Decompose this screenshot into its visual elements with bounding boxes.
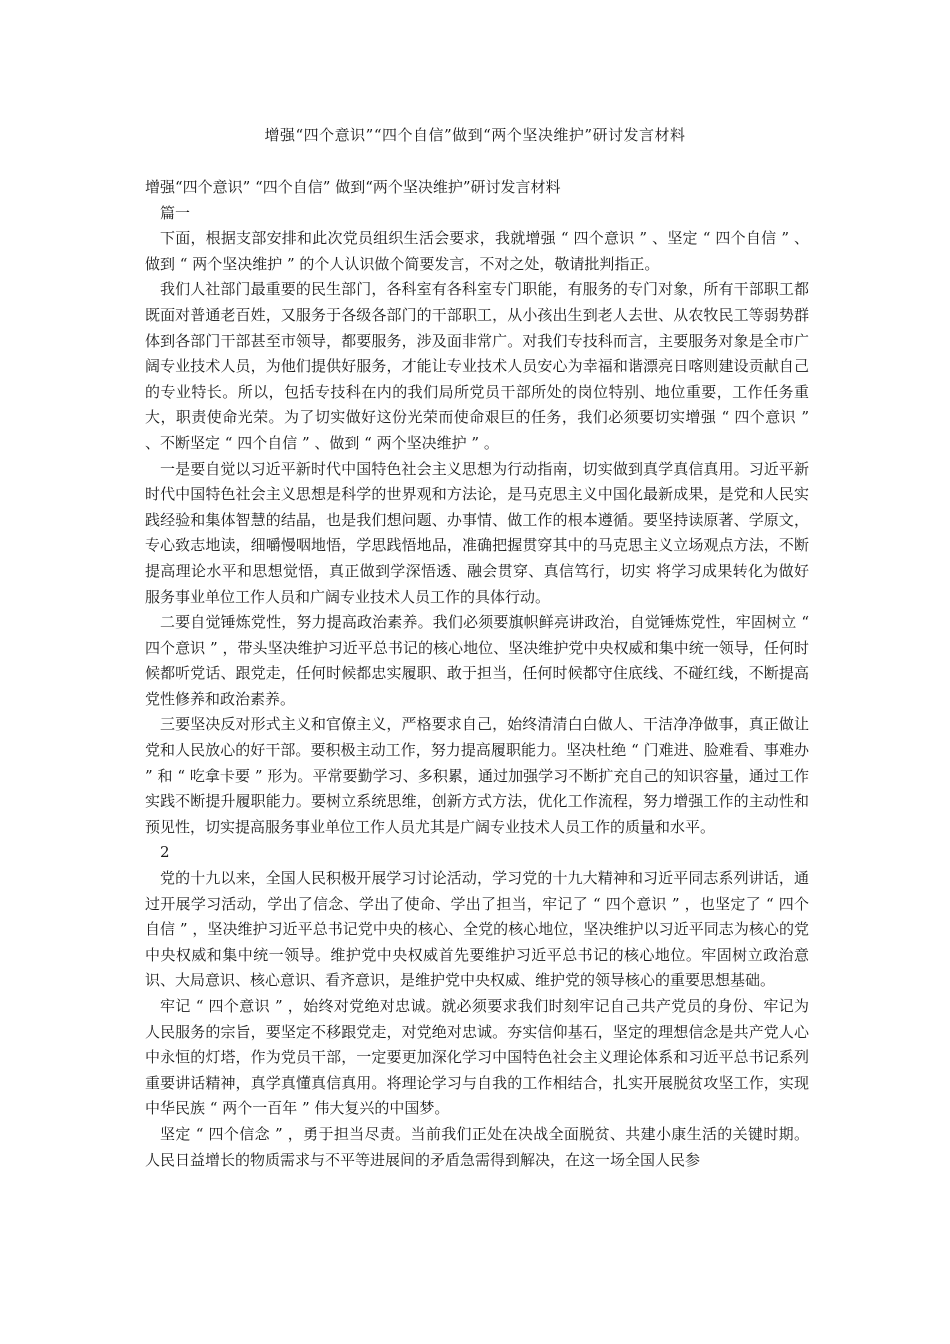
document-title: 增强“四个意识”“四个自信”做到“两个坚决维护”研讨发言材料 [264,126,686,144]
paragraph: 牢记 “ 四个意识 ” ，始终对党绝对忠诚。就必须要求我们时刻牢记自己共产党员的身份、牢记为人民服务的宗旨，要坚定不移跟党走，对党绝对忠诚。夯实信仰基石，坚定的理想信念是共产党人心中永恒的灯塔，作为党员干部，一定要更加深化学习中国特色社会主义理论体系和习近平总书记系列重要讲话精神，真学真懂真信真用。将理论学习与自我的工作相结合，扎实开展脱贫攻坚工作，实现中华民族 “ 两个一百年 ” 伟大复兴的中国梦。 [145,997,809,1118]
paragraph: 坚定 “ 四个信念 ” ，勇于担当尽责。当前我们正处在决战全面脱贫、共建小康生活的关键时期。人民日益增长的物质需求与不平等进展间的矛盾急需得到解决，在这一场全国人民参 [145,1124,809,1169]
paragraph: 一是要自觉以习近平新时代中国特色社会主义思想为行动指南，切实做到真学真信真用。习近平新时代中国特色社会主义思想是科学的世界观和方法论，是马克思主义中国化最新成果，是党和人民实践经验和集体智慧的结晶，也是我们想问题、办事情、做工作的根本遵循。要坚持读原著、学原文，专心致志地读，细嚼慢咽地悟，学思践悟地品，准确把握贯穿其中的马克思主义立场观点方法，不断提高理论水平和思想觉悟，真正做到学深悟透、融会贯穿、真信笃行，切实 将学习成果转化为做好服务事业单位工作人员和广阔专业技术人员工作的具体行动。 [145,459,809,606]
paragraph: 二要自觉锤炼党性，努力提高政治素养。我们必须要旗帜鲜亮讲政治，自觉锤炼党性，牢固树立 “ 四个意识 ” ，带头坚决维护习近平总书记的核心地位、坚决维护党中央权威和集中统一领导，任何时候都听党话、跟党走，任何时候都忠实履职、敢于担当，任何时候都守住底线、不碰红线，不断提高党性修养和政治素养。 [145,613,809,708]
paragraph: 下面，根据支部安排和此次党员组织生活会要求，我就增强 “ 四个意识 ” 、坚定 “ 四个自信 ” 、做到 “ 两个坚决维护 ” 的个人认识做个简要发言，不对之处，敬请批判指正。 [145,229,809,273]
paragraph: 党的十九以来，全国人民积极开展学习讨论活动，学习党的十九大精神和习近平同志系列讲话，通过开展学习活动，学出了信念、学出了使命、学出了担当，牢记了 “ 四个意识 ” ，也坚定了 “ 四个自信 ” ，坚决维护习近平总书记党中央的核心、全党的核心地位，坚决维护以习近平同志为核心的党中央权威和集中统一领导。维护党中央权威首先要维护习近平总书记的核心地位。牢固树立政治意识、大局意识、核心意识、看齐意识，是维护党中央权威、维护党的领导核心的重要思想基础。 [145,869,809,990]
section-number: 2 [160,843,170,862]
section-heading: 篇一 [160,203,191,222]
paragraph: 三要坚决反对形式主义和官僚主义，严格要求自己，始终清清白白做人、干洁净净做事，真正做让党和人民放心的好干部。要积极主动工作，努力提高履职能力。坚决杜绝 “ 门难进、脸难看、事难办 ” 和 “ 吃拿卡要 ” 形为。平常要勤学习、多积累，通过加强学习不断扩充自己的知识容量，通过工作实践不断提升履职能力。要树立系统思维，创新方式方法，优化工作流程，努力增强工作的主动性和预见性，切实提高服务事业单位工作人员尤其是广阔专业技术人员工作的质量和水平。 [145,715,809,836]
document-body [145,175,809,1173]
document-subtitle: 增强“四个意识” “四个自信” 做到“两个坚决维护”研讨发言材料 [145,178,561,196]
paragraph: 我们人社部门最重要的民生部门，各科室有各科室专门职能，有服务的专门对象，所有干部职工都既面对普通老百姓，又服务于各级各部门的干部职工，从小孩出生到老人去世、从农牧民工等弱势群体到各部门干部甚至市领导，都要服务，涉及面非常广。对我们专技科而言，主要服务对象是全市广阔专业技术人员，为他们提供好服务，才能让专业技术人员安心为幸福和谐漂亮日喀则建设贡献自己的专业特长。所以，包括专技科在内的我们局所党员干部所处的岗位特别、地位重要，工作任务重大，职责使命光荣。为了切实做好这份光荣而使命艰巨的任务，我们必须要切实增强 “ 四个意识 ” 、不断坚定 “ 四个自信 ” 、做到 “ 两个坚决维护 ” 。 [145,280,809,452]
